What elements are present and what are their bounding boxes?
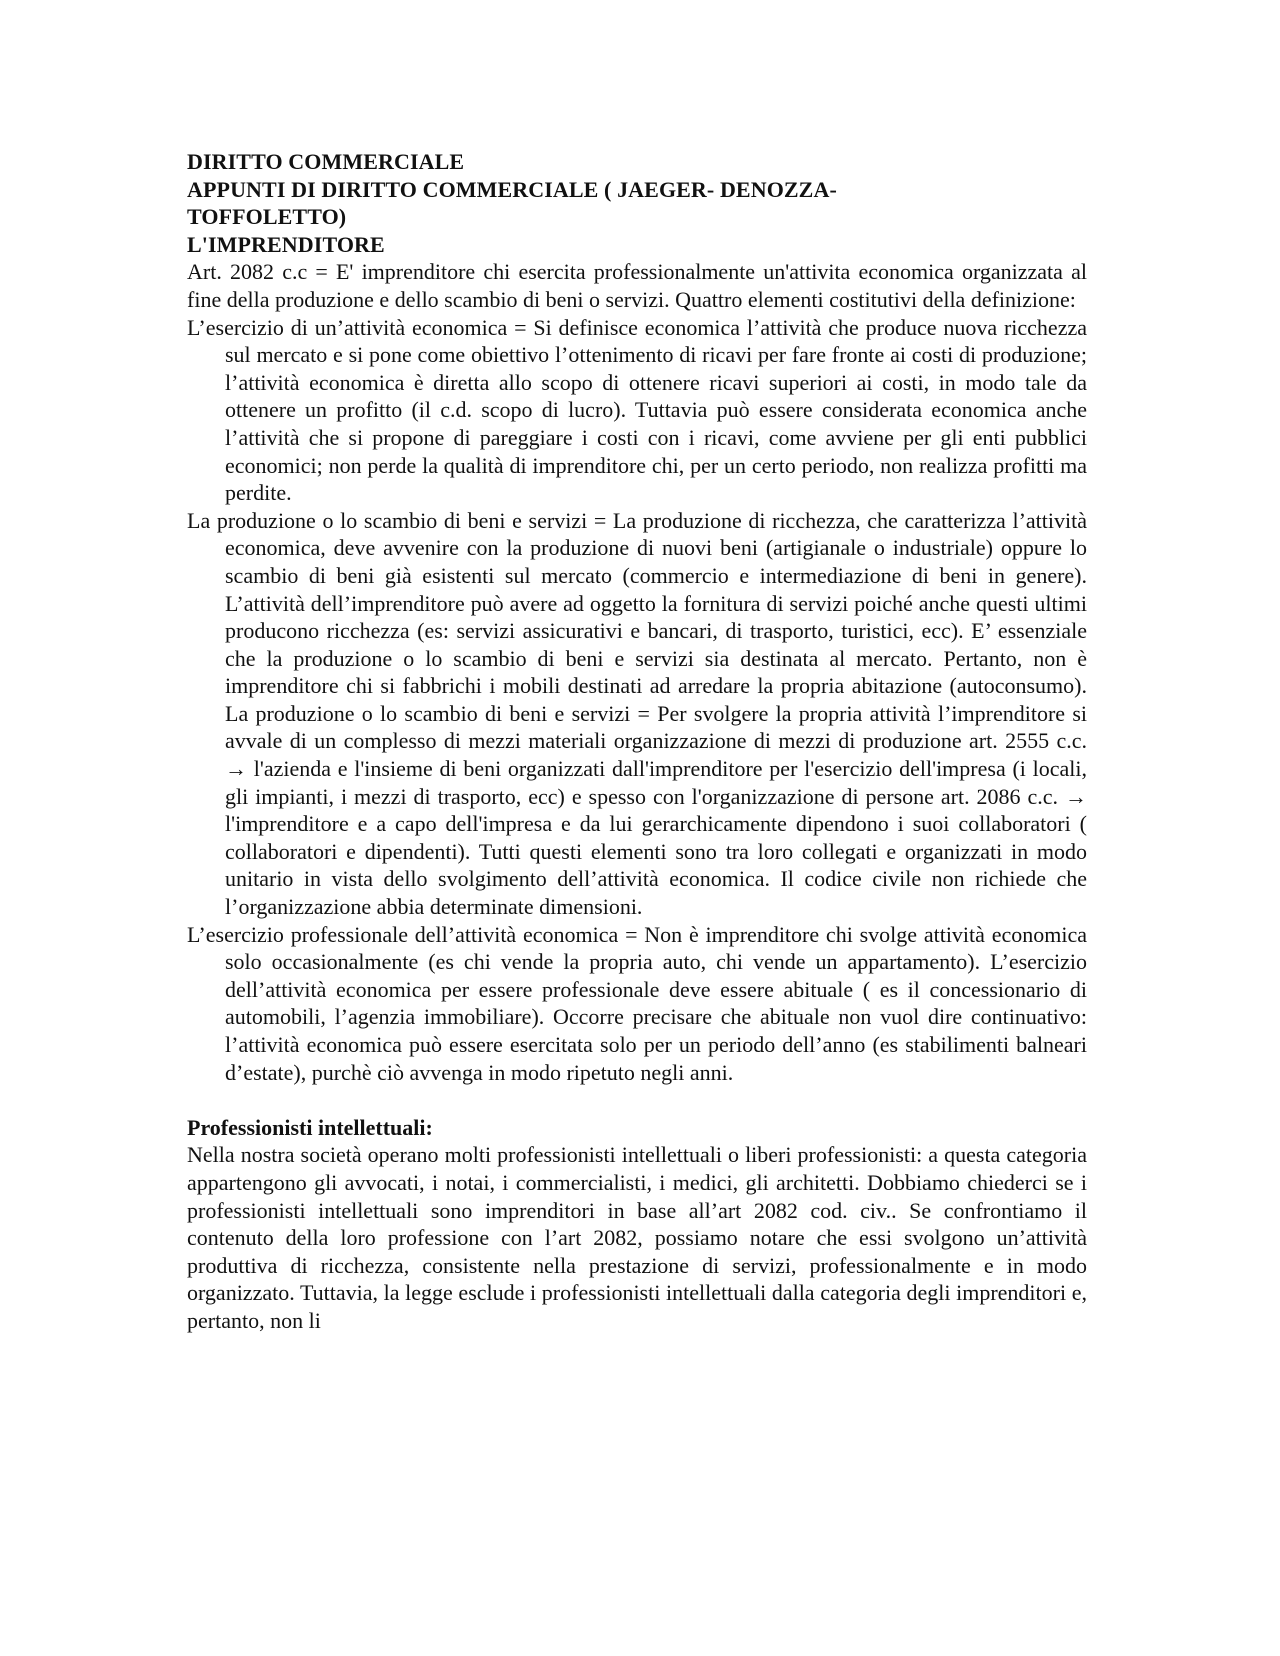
list-item: L’esercizio professionale dell’attività economica = Non è imprenditore chi svolge attività economica solo occasionalmente (es chi vende la propria auto, chi vende un appartamento). L’esercizio dell’attività economica per essere professionale deve essere abituale ( es il concessionario di automobili, l’agenzia immobiliare). Occorre precisare che abituale non vuol dire continuativo: l’attività economica può essere esercitata solo per un periodo dell’anno (es stabilimenti balneari d’estate), purchè ciò avvenga in modo ripetuto negli anni.	[187, 921, 1087, 1085]
list-item: L’esercizio di un’attività economica = Si definisce economica l’attività che produce nuova ricchezza sul mercato e si pone come obiettivo l’ottenimento di ricavi per fare fronte ai costi di produzione; l’attività economica è diretta allo scopo di ottenere ricavi superiori ai costi, in modo tale da ottenere un profitto (il c.d. scopo di lucro). Tuttavia può essere considerata economica anche l’attività che si propone di pareggiare i costi con i ricavi, come avviene per gli enti pubblici economici; non perde la qualità di imprenditore chi, per un certo periodo, non realizza profitti ma perdite.	[187, 314, 1087, 506]
document-title: DIRITTO COMMERCIALE	[187, 149, 465, 174]
document-subtitle: APPUNTI DI DIRITTO COMMERCIALE ( JAEGER- DENOZZA- TOFFOLETTO)	[187, 176, 837, 230]
section-title: L'IMPRENDITORE	[187, 231, 385, 257]
intro-paragraph: Art. 2082 c.c = E' imprenditore chi esercita professionalmente un'attivita economica organizzata al fine della produzione e dello scambio di beni o servizi. Quattro elementi costitutivi della definizione:	[187, 259, 1087, 312]
list-item: La produzione o lo scambio di beni e servizi = La produzione di ricchezza, che caratterizza l’attività economica, deve avvenire con la produzione di nuovi beni (artigianale o industriale) oppure lo scambio di beni già esistenti sul mercato (commercio e intermediazione di beni in genere). L’attività dell’imprenditore può avere ad oggetto la fornitura di servizi poiché anche questi ultimi producono ricchezza (es: servizi assicurativi e bancari, di trasporto, turistici, ecc). E’ essenziale che la produzione o lo scambio di beni e servizi sia destinata al mercato. Pertanto, non è imprenditore chi si fabbrichi i mobili destinati ad arredare la propria abitazione (autoconsumo). La produzione o lo scambio di beni e servizi = Per svolgere la propria attività l’imprenditore si avvale di un complesso di mezzi materiali organizzazione di mezzi di produzione art. 2555 c.c. → l'azienda e l'insieme di beni organizzati dall'imprenditore per l'esercizio dell'impresa (i locali, gli impianti, i mezzi di trasporto, ecc) e spesso con l'organizzazione di persone art. 2086 c.c. → l'imprenditore e a capo dell'impresa e da lui gerarchicamente dipendono i suoi collaboratori ( collaboratori e dipendenti). Tutti questi elementi sono tra loro collegati e organizzati in modo unitario in vista dello svolgimento dell’attività economica. Il codice civile non richiede che l’organizzazione abbia determinate dimensioni.	[187, 507, 1087, 920]
paragraph-spacer	[187, 1086, 1087, 1114]
document-page	[187, 148, 1087, 1335]
subsection-title: Professionisti intellettuali:	[187, 1114, 433, 1140]
closing-paragraph: Nella nostra società operano molti professionisti intellettuali o liberi professionisti: a questa categoria appartengono gli avvocati, i notai, i commercialisti, i medici, gli architetti. Dobbiamo chiederci se i professionisti intellettuali sono imprenditori in base all’art 2082 cod. civ.. Se confrontiamo il contenuto della loro professione con l’art 2082, possiamo notare che essi svolgono un’attività produttiva di ricchezza, consistente nella prestazione di servizi, professionalmente e in modo organizzato. Tuttavia, la legge esclude i professionisti intellettuali dalla categoria degli imprenditori e, pertanto, non li	[187, 1142, 1087, 1333]
